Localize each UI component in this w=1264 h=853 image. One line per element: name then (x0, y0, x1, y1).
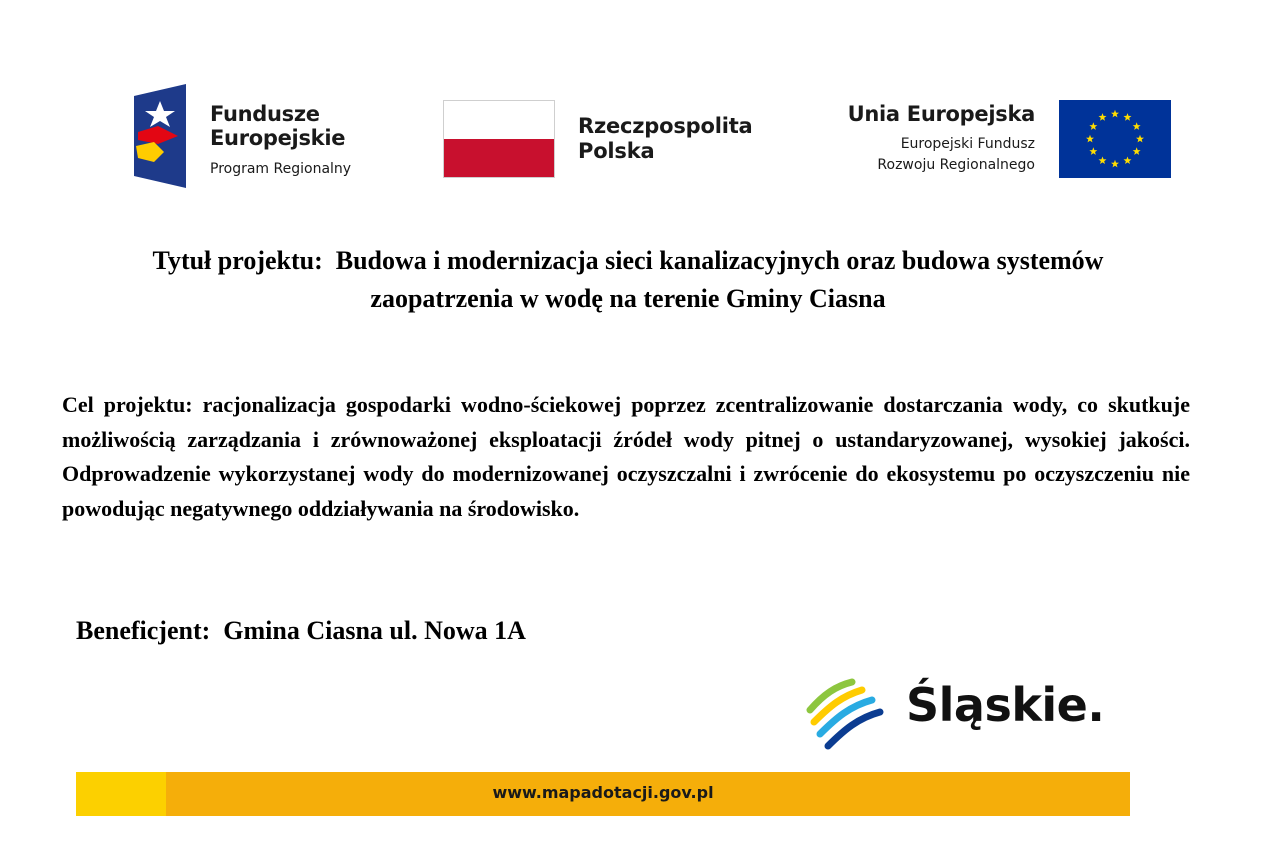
unia-europejska-logo (830, 98, 1175, 180)
eu-star-icon (1124, 113, 1132, 121)
beneficiary: Beneficjent: Gmina Ciasna ul. Nowa 1A (76, 616, 526, 645)
eu-star-icon (1136, 135, 1144, 143)
eu-star-icon (1089, 147, 1097, 155)
eu-flag-icon (1059, 100, 1171, 178)
eu-star-icon (1111, 110, 1119, 118)
rzeczpospolita-line2: Polska (578, 139, 655, 163)
fundusze-emblem-icon (134, 84, 190, 188)
eu-star-icon (1124, 156, 1132, 164)
unia-sub1: Europejski Fundusz (900, 136, 1035, 152)
rzeczpospolita-line1: Rzeczpospolita (578, 114, 753, 138)
eu-star-icon (1099, 156, 1107, 164)
project-goal: Cel projektu: racjonalizacja gospodarki wodno-ściekowej poprzez zcentralizowanie dostarczania wody, co skutkuje możliwością zarządzania i zrównoważonej eksploatacji źródeł wody pitnej o ustandaryzowanej, wysokiej jakości. Odprowadzenie wykorzystanej wody do modernizowanej oczyszczalni i zwrócenie do ekosystemu po oczyszczeniu nie powodując negatywnego oddziaływania na środowisko. (62, 392, 1190, 521)
eu-star-icon (1133, 122, 1141, 130)
fundusze-line1: Fundusze (210, 102, 320, 126)
fundusze-line2: Europejskie (210, 126, 346, 150)
unia-title: Unia Europejska (847, 102, 1035, 126)
fundusze-europejskie-logo (134, 84, 384, 188)
unia-sub2: Rozwoju Regionalnego (877, 157, 1035, 173)
slaskie-text: Śląskie. (906, 678, 1105, 732)
rzeczpospolita-text (578, 114, 753, 164)
polish-flag-icon (443, 100, 555, 178)
eu-star-icon (1133, 147, 1141, 155)
fundusze-line3: Program Regionalny (210, 161, 352, 177)
rzeczpospolita-polska-logo (443, 100, 773, 180)
footer-band (76, 772, 1130, 816)
eu-star-icon (1089, 122, 1097, 130)
slaskie-logo (806, 676, 1106, 756)
project-title (60, 242, 1196, 318)
footer-url: www.mapadotacji.gov.pl (492, 783, 714, 802)
eu-star-icon (1099, 113, 1107, 121)
eu-star-icon (1111, 160, 1119, 168)
project-title-line1: Tytuł projektu: Budowa i modernizacja sieci kanalizacyjnych oraz budowa systemów (152, 246, 1104, 275)
project-title-line2: zaopatrzenia w wodę na terenie Gminy Ciasna (370, 284, 886, 313)
eu-star-icon (1086, 135, 1094, 143)
slaskie-waves-icon (806, 676, 886, 756)
